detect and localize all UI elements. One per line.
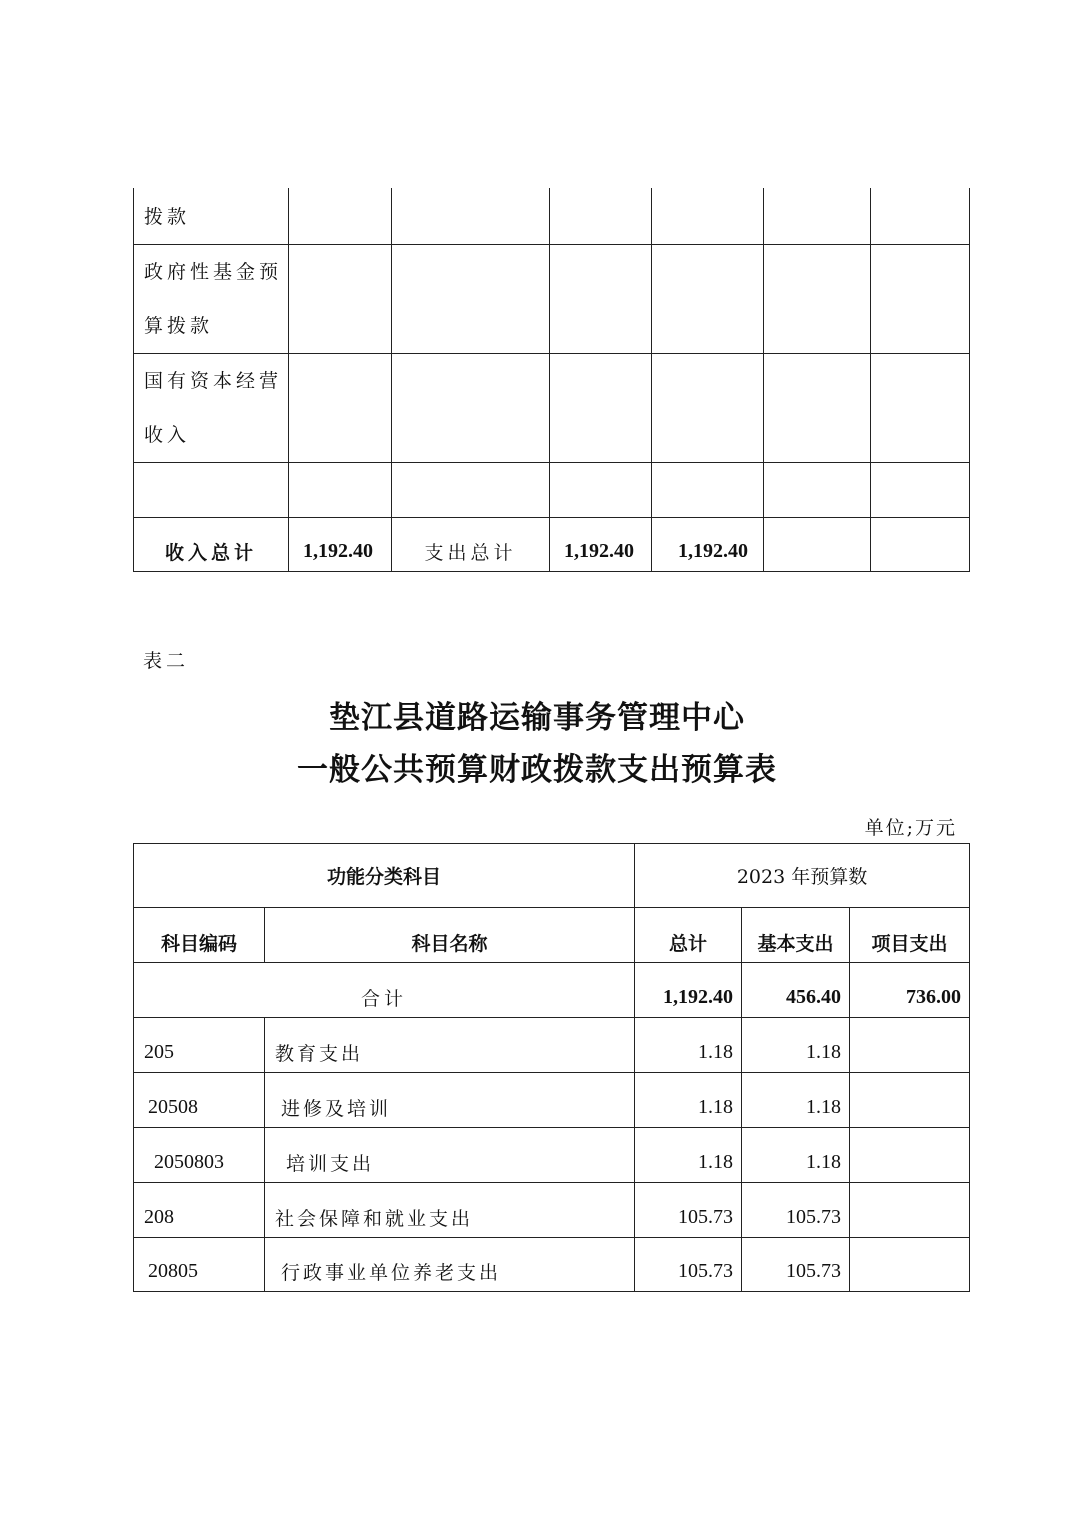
header-total: 总计: [635, 908, 742, 963]
cell: [764, 517, 871, 571]
header-category: 功能分类科目: [134, 844, 635, 908]
table-row: [134, 462, 970, 517]
item-project: [850, 1073, 970, 1128]
cell: [764, 462, 871, 517]
cell: [871, 462, 970, 517]
income-total-label: 收入总计: [134, 517, 289, 571]
item-total: 105.73: [635, 1238, 742, 1292]
cell: [289, 462, 392, 517]
page-title: 垫江县道路运输事务管理中心: [329, 700, 745, 736]
item-total: 1.18: [635, 1018, 742, 1073]
item-basic: 1.18: [742, 1018, 850, 1073]
cell: [871, 188, 970, 244]
row-label: 国有资本经营收入: [134, 353, 289, 462]
item-code: 20508: [134, 1073, 265, 1128]
item-name: 进修及培训: [265, 1073, 635, 1128]
cell: [764, 244, 871, 353]
item-code: 205: [134, 1018, 265, 1073]
table-row: [134, 1128, 970, 1183]
header-project: 项目支出: [850, 908, 970, 963]
table-row: [134, 353, 970, 462]
cell: [871, 244, 970, 353]
sum-total: 1,192.40: [635, 963, 742, 1018]
table-row: [134, 1073, 970, 1128]
header-name: 科目名称: [265, 908, 635, 963]
header-code: 科目编码: [134, 908, 265, 963]
unit-label: 单位;万元: [864, 817, 957, 839]
cell: [392, 462, 550, 517]
item-basic: 1.18: [742, 1128, 850, 1183]
item-basic: 105.73: [742, 1183, 850, 1238]
header-basic: 基本支出: [742, 908, 850, 963]
item-name: 社会保障和就业支出: [265, 1183, 635, 1238]
item-name: 培训支出: [265, 1128, 635, 1183]
cell: [550, 353, 652, 462]
cell: [392, 188, 550, 244]
item-project: [850, 1238, 970, 1292]
sum-project: 736.00: [850, 963, 970, 1018]
table-row: [134, 1018, 970, 1073]
row-label: [134, 462, 289, 517]
income-total-value: 1,192.40: [289, 517, 392, 571]
item-project: [850, 1018, 970, 1073]
item-project: [850, 1128, 970, 1183]
item-total: 105.73: [635, 1183, 742, 1238]
item-total: 1.18: [635, 1073, 742, 1128]
table-caption: 表二: [143, 650, 190, 672]
item-basic: 105.73: [742, 1238, 850, 1292]
table-row: [134, 1183, 970, 1238]
page-subtitle: 一般公共预算财政拨款支出预算表: [297, 752, 777, 788]
header-row: [134, 844, 970, 908]
item-code: 2050803: [134, 1128, 265, 1183]
cell: [652, 244, 764, 353]
sum-basic: 456.40: [742, 963, 850, 1018]
cell: [652, 188, 764, 244]
item-name: 行政事业单位养老支出: [265, 1238, 635, 1292]
item-basic: 1.18: [742, 1073, 850, 1128]
cell: [289, 353, 392, 462]
sum-label: 合计: [134, 963, 635, 1018]
cell: [871, 353, 970, 462]
item-total: 1.18: [635, 1128, 742, 1183]
item-project: [850, 1183, 970, 1238]
cell: [550, 462, 652, 517]
cell: [289, 244, 392, 353]
header-row: [134, 908, 970, 963]
cell: [289, 188, 392, 244]
table-row: [134, 1238, 970, 1292]
item-name: 教育支出: [265, 1018, 635, 1073]
total-row: [134, 517, 970, 571]
row-label: 拨款: [134, 188, 289, 244]
cell: [550, 244, 652, 353]
cell: [764, 188, 871, 244]
expense-total-value: 1,192.40: [550, 517, 652, 571]
item-code: 20805: [134, 1238, 265, 1292]
cell: [652, 353, 764, 462]
header-budget-year: 2023 年预算数: [635, 844, 970, 908]
cell: [550, 188, 652, 244]
table-row: [134, 188, 970, 244]
cell: [764, 353, 871, 462]
table-row: [134, 244, 970, 353]
income-expense-table: [133, 188, 970, 572]
cell: [392, 353, 550, 462]
cell: [871, 517, 970, 571]
sum-row: [134, 963, 970, 1018]
cell: [392, 244, 550, 353]
budget-table: [133, 843, 970, 1292]
expense-total-value-2: 1,192.40: [652, 517, 764, 571]
cell: [652, 462, 764, 517]
item-code: 208: [134, 1183, 265, 1238]
expense-total-label: 支出总计: [392, 517, 550, 571]
row-label: 政府性基金预算拨款: [134, 244, 289, 353]
